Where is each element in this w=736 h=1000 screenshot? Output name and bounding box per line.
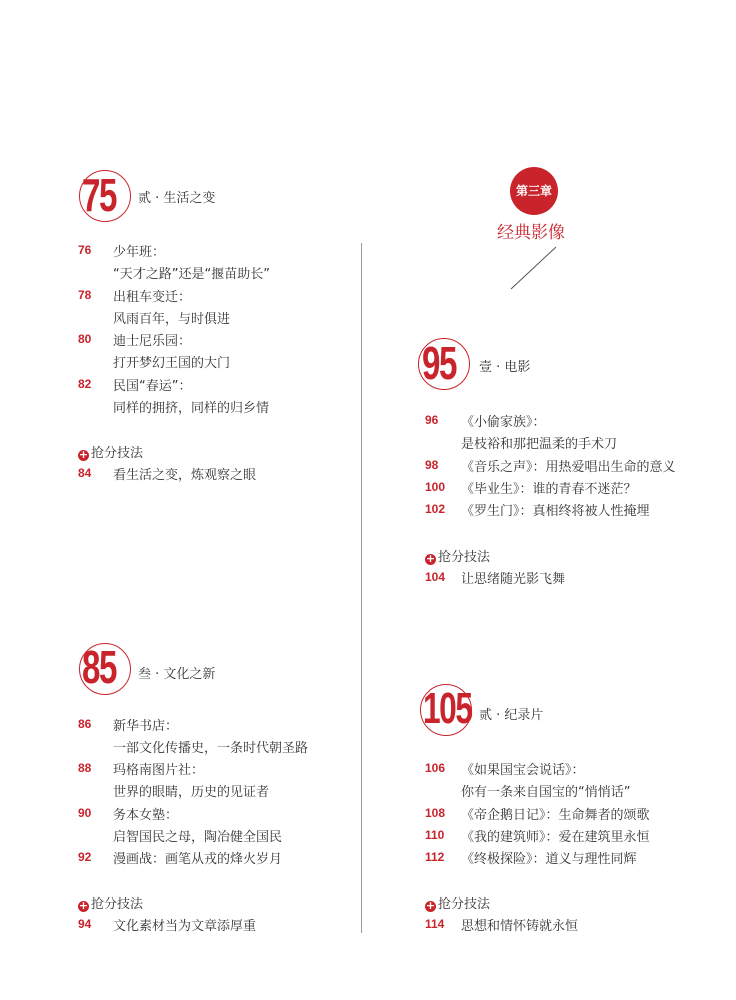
entry-title[interactable]: 《小偷家族》：	[461, 415, 546, 430]
tip-heading	[78, 442, 143, 461]
section-number: 95	[422, 337, 456, 389]
tip-page-number[interactable]: 84	[78, 466, 92, 480]
entry-page-number[interactable]: 96	[425, 413, 439, 427]
tip-entry-title[interactable]: 思想和情怀铸就永恒	[461, 919, 579, 934]
entry-title[interactable]: 新华书店：	[113, 719, 179, 734]
tip-entry-title[interactable]: 看生活之变，炼观察之眼	[113, 468, 257, 483]
entry-subtitle[interactable]: 世界的眼睛，历史的见证者	[113, 785, 270, 800]
tip-heading	[425, 893, 490, 912]
entry-title[interactable]: 少年班：	[113, 245, 166, 260]
tip-entry-title[interactable]: 让思绪随光影飞舞	[461, 572, 566, 587]
entry-subtitle[interactable]: 打开梦幻王国的大门	[113, 356, 231, 371]
tip-heading	[425, 546, 490, 565]
entry-title[interactable]: 《毕业生》：谁的青春不迷茫？	[461, 482, 637, 497]
entry-page-number[interactable]: 106	[425, 761, 446, 775]
entry-title[interactable]: 《我的建筑师》：爱在建筑里永恒	[461, 830, 650, 845]
tip-label: 抢分技法	[91, 897, 144, 912]
section-number: 105	[423, 684, 472, 733]
entry-title[interactable]: 务本女塾：	[113, 808, 179, 823]
entry-page-number[interactable]: 98	[425, 458, 439, 472]
entry-page-number[interactable]: 76	[78, 243, 92, 257]
entry-page-number[interactable]: 90	[78, 806, 92, 820]
section-number: 75	[82, 169, 116, 221]
entry-subtitle[interactable]: 是枝裕和那把温柔的手术刀	[461, 437, 618, 452]
entry-page-number[interactable]: 78	[78, 288, 92, 302]
entry-title[interactable]: 《帝企鹅日记》：生命舞者的颂歌	[461, 808, 650, 823]
tip-label: 抢分技法	[438, 897, 491, 912]
entry-subtitle[interactable]: 你有一条来自国宝的“悄悄话”	[461, 785, 631, 800]
entry-title[interactable]: 《罗生门》：真相终将被人性掩埋	[461, 504, 650, 519]
section-title: 贰 · 生活之变	[138, 191, 216, 206]
chapter-badge: 第三章	[510, 167, 558, 215]
plus-circle-icon: +	[425, 552, 436, 565]
entry-title[interactable]: 民国“春运”：	[113, 379, 192, 394]
entry-page-number[interactable]: 110	[425, 828, 445, 842]
entry-page-number[interactable]: 100	[425, 480, 446, 494]
entry-page-number[interactable]: 88	[78, 761, 92, 775]
chapter-title: 经典影像	[497, 223, 565, 243]
entry-page-number[interactable]: 86	[78, 717, 92, 731]
entry-title[interactable]: 玛格南图片社：	[113, 763, 205, 778]
entry-subtitle[interactable]: 同样的拥挤，同样的归乡情	[113, 401, 270, 416]
plus-circle-icon: +	[425, 899, 436, 912]
entry-page-number[interactable]: 82	[78, 377, 92, 391]
entry-title[interactable]: 《如果国宝会说话》：	[461, 763, 585, 778]
entry-title[interactable]: 迪士尼乐园：	[113, 334, 192, 349]
column-divider	[361, 243, 362, 933]
plus-circle-icon: +	[78, 899, 89, 912]
chapter-diagonal-line	[509, 245, 559, 291]
tip-label: 抢分技法	[91, 446, 144, 461]
tip-label: 抢分技法	[438, 550, 491, 565]
tip-page-number[interactable]: 104	[425, 570, 446, 584]
tip-page-number[interactable]: 94	[78, 917, 92, 931]
plus-circle-icon: +	[78, 448, 89, 461]
entry-subtitle[interactable]: 一部文化传播史，一条时代朝圣路	[113, 741, 309, 756]
entry-page-number[interactable]: 92	[78, 850, 92, 864]
entry-subtitle[interactable]: 启智国民之母，陶冶健全国民	[113, 830, 283, 845]
entry-subtitle[interactable]: 风雨百年，与时俱进	[113, 312, 231, 327]
entry-page-number[interactable]: 108	[425, 806, 446, 820]
tip-entry-title[interactable]: 文化素材当为文章添厚重	[113, 919, 257, 934]
entry-page-number[interactable]: 112	[425, 850, 445, 864]
entry-title[interactable]: 出租车变迁：	[113, 290, 192, 305]
tip-page-number[interactable]: 114	[425, 917, 445, 931]
entry-subtitle[interactable]: “天才之路”还是“揠苗助长”	[113, 267, 270, 282]
entry-title[interactable]: 《音乐之声》：用热爱唱出生命的意义	[461, 460, 676, 475]
entry-title[interactable]: 漫画战：画笔从戎的烽火岁月	[113, 852, 283, 867]
entry-page-number[interactable]: 80	[78, 332, 92, 346]
section-title: 壹 · 电影	[479, 360, 531, 375]
entry-title[interactable]: 《终极探险》：道义与理性同辉	[461, 852, 637, 867]
section-number: 85	[82, 641, 116, 693]
tip-heading	[78, 893, 143, 912]
section-title: 贰 · 纪录片	[479, 708, 544, 723]
entry-page-number[interactable]: 102	[425, 502, 446, 516]
section-title: 叁 · 文化之新	[138, 667, 216, 682]
